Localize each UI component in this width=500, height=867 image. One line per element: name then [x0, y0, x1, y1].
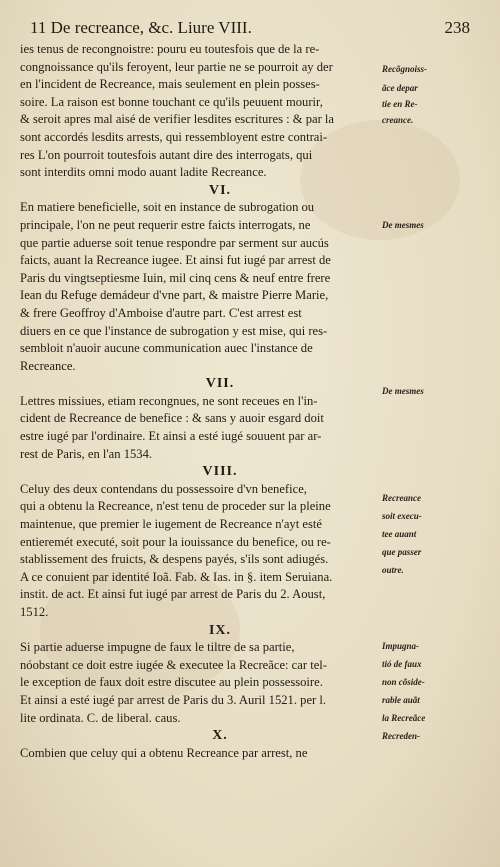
text-line: sembloit n'auoir aucune communication auec l'instance de [20, 341, 313, 356]
text-line: Recreance. [20, 358, 76, 373]
margin-note: soit execu- [382, 511, 422, 521]
text-line: Celuy des deux contendans du possessoire d'vn benefice, [20, 481, 307, 496]
margin-note: creance. [382, 115, 414, 125]
margin-note: Recreden- [382, 731, 420, 741]
text-line: & frere Geoffroy d'Amboise d'autre part. C'est arrest est [20, 305, 302, 320]
text-line: A ce conuient par identité Ioã. Fab. & Ias. in §. item Seruiana. [20, 569, 333, 584]
text-line: que partie aduerse soit tenue respondre par serment sur aucús [20, 235, 329, 250]
section-heading: VII. [205, 376, 235, 392]
margin-note: Recreance [382, 493, 421, 503]
text-line: En matiere beneficielle, soit en instance de subrogation ou [20, 200, 315, 215]
section-heading: IX. [208, 622, 232, 638]
text-line: congnoissance qu'ils feroyent, leur partie ne se pourroit ay der [20, 59, 333, 74]
text-line: Lettres missiues, etiam recongnues, ne sont receues en l'in- [20, 393, 318, 408]
margin-note: tió de faux [382, 659, 422, 669]
text-line: instit. de act. Et ainsi fut iugé par arrest de Paris du 2. Aoust, [20, 587, 326, 602]
margin-note: Impugna- [382, 641, 420, 651]
text-line: stablissement des fruicts, & despens payés, s'ils sont adiugés. [20, 552, 329, 567]
margin-note: que passer [382, 547, 422, 557]
text-line: entieremét executé, soit pour la iouissance du benefice, ou re- [20, 534, 331, 549]
text-line: lite ordinata. C. de liberal. caus. [20, 710, 181, 725]
text-line: res L'on pourroit toutesfois autant dire des interrogats, qui [20, 147, 313, 162]
margin-note: De mesmes [382, 386, 424, 396]
text-line: diuers en ce que l'instance de subrogation y est mise, qui res- [20, 323, 328, 338]
margin-note: rable auãt [382, 695, 420, 705]
margin-note: ãce depar [382, 83, 418, 93]
text-line: sont accordés lesdits arrests, qui ressembloyent estre contrai- [20, 129, 328, 144]
text-line: ies tenus de recongnoistre: pouru eu toutesfois que de la re- [20, 42, 320, 56]
section-heading: VI. [208, 182, 232, 198]
page-body [20, 41, 420, 762]
section-heading: X. [212, 728, 228, 744]
text-line: Iean du Refuge demádeur d'vne part, & maistre Pierre Marie, [20, 288, 329, 303]
text-line: soire. La raison est bonne touchant ce qu'ils peuuent mourir, [20, 94, 323, 109]
text-line: Et ainsi a esté iugé par arrest de Paris du 3. Auril 1521. per l. [20, 692, 327, 707]
text-line: rest de Paris, en l'an 1534. [20, 446, 153, 461]
margin-note: la Recreãce [382, 713, 426, 723]
text-line: nóobstant ce doit estre iugée & executee la Recreãce: car tel- [20, 657, 327, 672]
page-number: 238 [444, 18, 470, 37]
text-line: principale, l'on ne peut requerir estre faicts interrogats, ne [20, 217, 311, 232]
section-heading: VIII. [202, 464, 238, 480]
text-line: en l'incident de Recreance, mais seulement en plein posses- [20, 77, 320, 92]
text-line: Si partie aduerse impugne de faux le tiltre de sa partie, [20, 640, 295, 655]
margin-note: tee auant [382, 529, 417, 539]
page-header [30, 18, 470, 40]
text-line: Paris du vingtseptiesme Iuin, mil cinq cens & neuf entre frere [20, 270, 331, 285]
margin-note: Recõgnoiss- [382, 64, 427, 74]
margin-note: tie en Re- [382, 99, 418, 109]
text-line: estre iugé par l'ordinaire. Et ainsi a esté iugé souuent par ar- [20, 429, 322, 444]
running-title: 11 De recreance, &c. Liure VIII. [30, 18, 252, 37]
text-line: 1512. [20, 605, 49, 619]
text-line: faicts, auant la Recreance iugee. Et ainsi fut iugé par arrest de [20, 253, 331, 268]
text-line: qui a obtenu la Recreance, n'est tenu de proceder sur la pleine [20, 499, 331, 514]
margin-note: De mesmes [382, 220, 424, 230]
text-line: Combien que celuy qui a obtenu Recreance par arrest, ne [20, 745, 308, 760]
margin-note: non cõside- [382, 677, 425, 687]
text-line: sont interdits omni modo auant ladite Recreance. [20, 165, 267, 180]
text-line: le exception de faux doit estre discutee au plein possessoire. [20, 675, 323, 690]
text-line: cident de Recreance de benefice : & sans y auoir esgard doit [20, 411, 324, 426]
margin-note: outre. [382, 565, 404, 575]
text-line: maintenue, que premier le iugement de Recreance n'ayt esté [20, 517, 322, 532]
text-line: & seroit apres mal aisé de verifier lesdites escritures : & par la [20, 112, 335, 127]
